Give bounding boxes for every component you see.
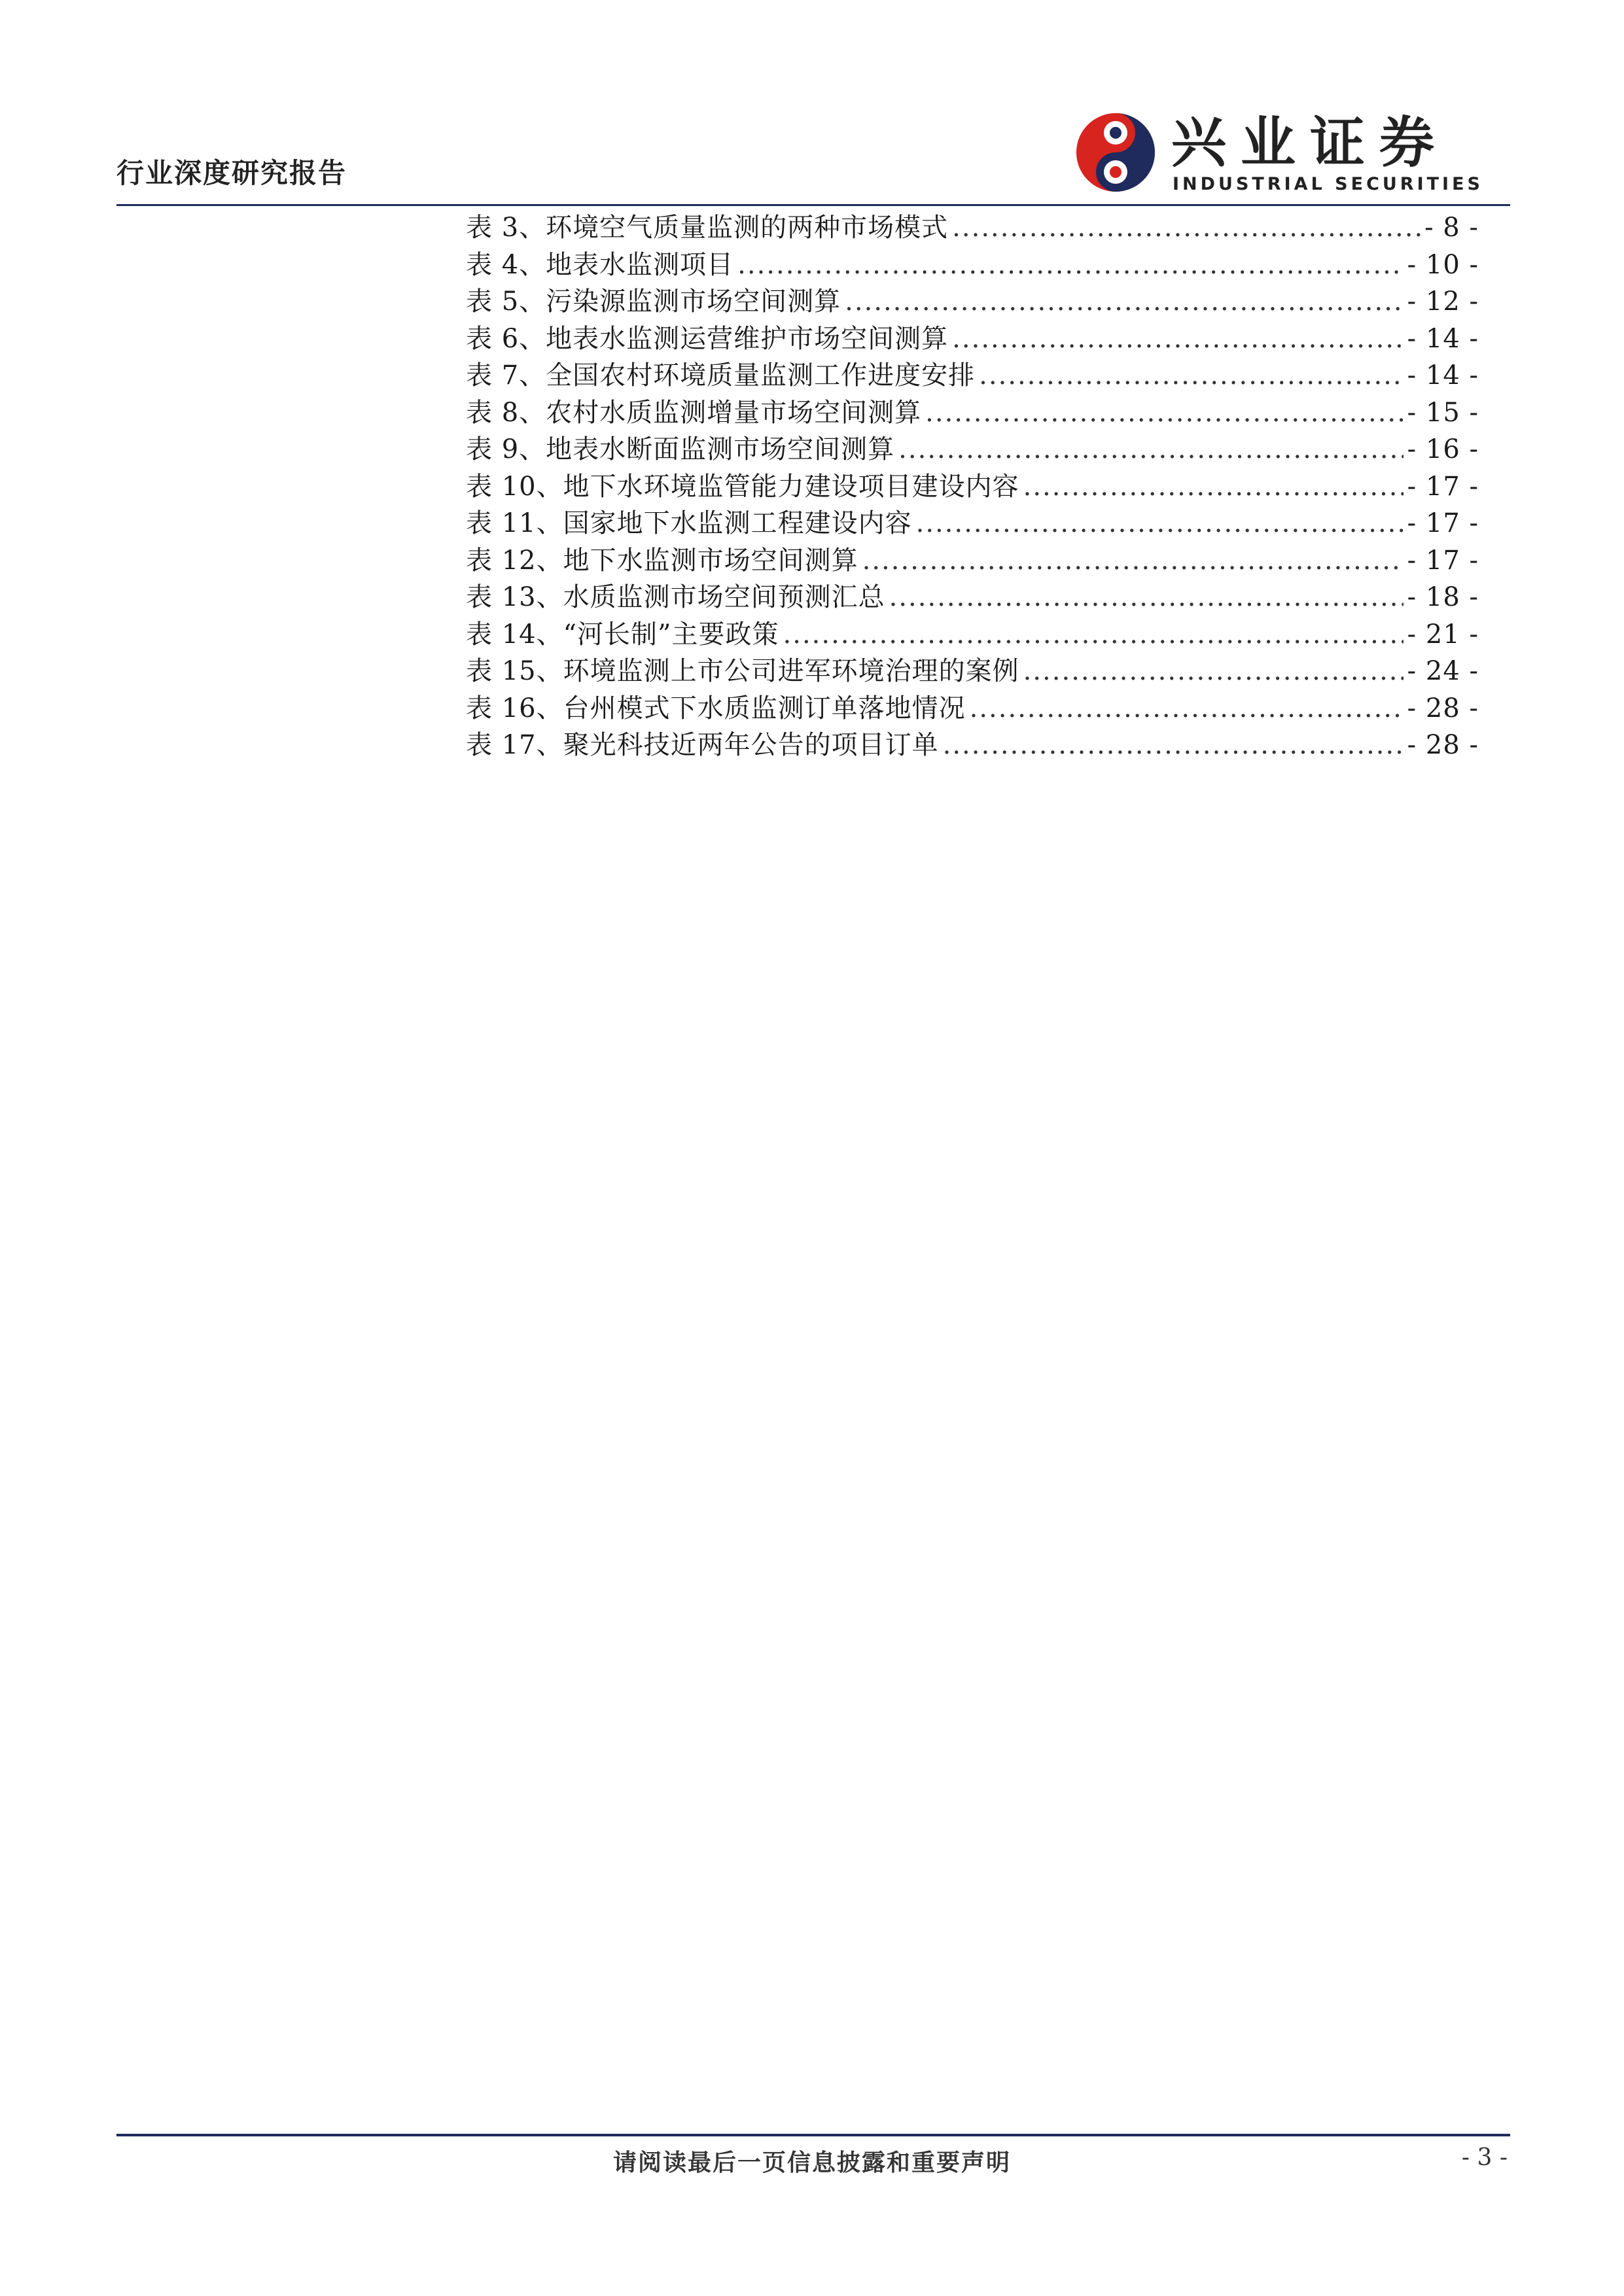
toc-entry-page: - 14 -: [1407, 360, 1479, 391]
toc-entry[interactable]: [466, 616, 1479, 653]
toc-leader-dots: [970, 690, 1403, 727]
toc-entry-page: - 28 -: [1407, 693, 1479, 723]
toc-entry-label: 表 15、环境监测上市公司进军环境治理的案例: [466, 656, 1019, 686]
toc-leader-dots: [952, 321, 1403, 357]
header-divider: [116, 204, 1510, 206]
toc-entry[interactable]: [466, 727, 1479, 764]
toc-entry[interactable]: [466, 468, 1479, 506]
toc-entry-page: - 16 -: [1407, 434, 1479, 464]
toc-leader-dots: [737, 247, 1403, 283]
toc-entry[interactable]: [466, 394, 1479, 432]
toc-entry-label: 表 14、“河长制”主要政策: [466, 619, 779, 650]
toc-leader-dots: [889, 579, 1403, 616]
toc-entry-page: - 15 -: [1407, 397, 1479, 428]
footer-divider: [116, 2134, 1510, 2136]
toc-entry[interactable]: [466, 542, 1479, 580]
toc-entry-label: 表 17、聚光科技近两年公告的项目订单: [466, 730, 939, 760]
toc-entry[interactable]: [466, 283, 1479, 321]
toc-entry-page: - 17 -: [1407, 471, 1479, 502]
toc-entry-page: - 17 -: [1407, 508, 1479, 538]
toc-entry-page: - 14 -: [1407, 323, 1479, 354]
toc-entry-label: 表 16、台州模式下水质监测订单落地情况: [466, 693, 966, 723]
report-type-title: 行业深度研究报告: [116, 157, 347, 189]
toc-entry-page: - 10 -: [1407, 249, 1479, 280]
toc-leader-dots: [952, 209, 1421, 246]
toc-entry[interactable]: [466, 579, 1479, 616]
toc-entry-label: 表 8、农村水质监测增量市场空间测算: [466, 397, 922, 428]
toc-entry[interactable]: [466, 431, 1479, 468]
toc-leader-dots: [943, 727, 1403, 763]
toc-entry-page: - 28 -: [1407, 730, 1479, 760]
toc-entry-label: 表 12、地下水监测市场空间测算: [466, 545, 858, 576]
toc-leader-dots: [979, 357, 1403, 394]
logo-english-name: INDUSTRIAL SECURITIES: [1173, 174, 1483, 194]
toc-entry[interactable]: [466, 690, 1479, 727]
logo-chinese-name: 兴业证券: [1171, 111, 1449, 175]
toc-leader-dots: [925, 394, 1403, 431]
toc-entry[interactable]: [466, 505, 1479, 542]
company-logo: [1073, 110, 1505, 195]
disclosure-note: 请阅读最后一页信息披露和重要声明: [612, 2149, 1011, 2176]
toc-entry-page: - 24 -: [1407, 656, 1479, 686]
table-of-contents: [466, 209, 1479, 764]
toc-entry-page: - 12 -: [1407, 287, 1479, 317]
toc-entry-page: - 21 -: [1407, 619, 1479, 650]
toc-entry[interactable]: [466, 357, 1479, 394]
toc-leader-dots: [1023, 653, 1403, 689]
toc-leader-dots: [916, 505, 1403, 542]
toc-entry-page: - 18 -: [1407, 582, 1479, 612]
logo-mark-icon: [1073, 110, 1158, 195]
toc-entry-label: 表 5、污染源监测市场空间测算: [466, 287, 841, 317]
toc-entry[interactable]: [466, 247, 1479, 284]
page-number: - 3 -: [1461, 2144, 1508, 2171]
toc-entry-label: 表 9、地表水断面监测市场空间测算: [466, 434, 895, 464]
toc-leader-dots: [845, 283, 1403, 320]
toc-entry-page: - 17 -: [1407, 545, 1479, 576]
toc-entry-label: 表 13、水质监测市场空间预测汇总: [466, 582, 885, 612]
toc-entry-label: 表 7、全国农村环境质量监测工作进度安排: [466, 360, 976, 391]
toc-entry-label: 表 3、环境空气质量监测的两种市场模式: [466, 213, 949, 243]
toc-leader-dots: [898, 431, 1403, 468]
toc-entry-label: 表 10、地下水环境监管能力建设项目建设内容: [466, 471, 1019, 502]
toc-leader-dots: [1023, 468, 1403, 505]
toc-entry[interactable]: [466, 209, 1479, 247]
toc-leader-dots: [783, 616, 1403, 653]
toc-entry-page: - 8 -: [1424, 213, 1479, 243]
toc-entry-label: 表 4、地表水监测项目: [466, 249, 734, 280]
toc-entry-label: 表 11、国家地下水监测工程建设内容: [466, 508, 912, 538]
toc-entry[interactable]: [466, 321, 1479, 358]
toc-entry-label: 表 6、地表水监测运营维护市场空间测算: [466, 323, 949, 354]
toc-leader-dots: [862, 542, 1403, 579]
toc-entry[interactable]: [466, 653, 1479, 690]
